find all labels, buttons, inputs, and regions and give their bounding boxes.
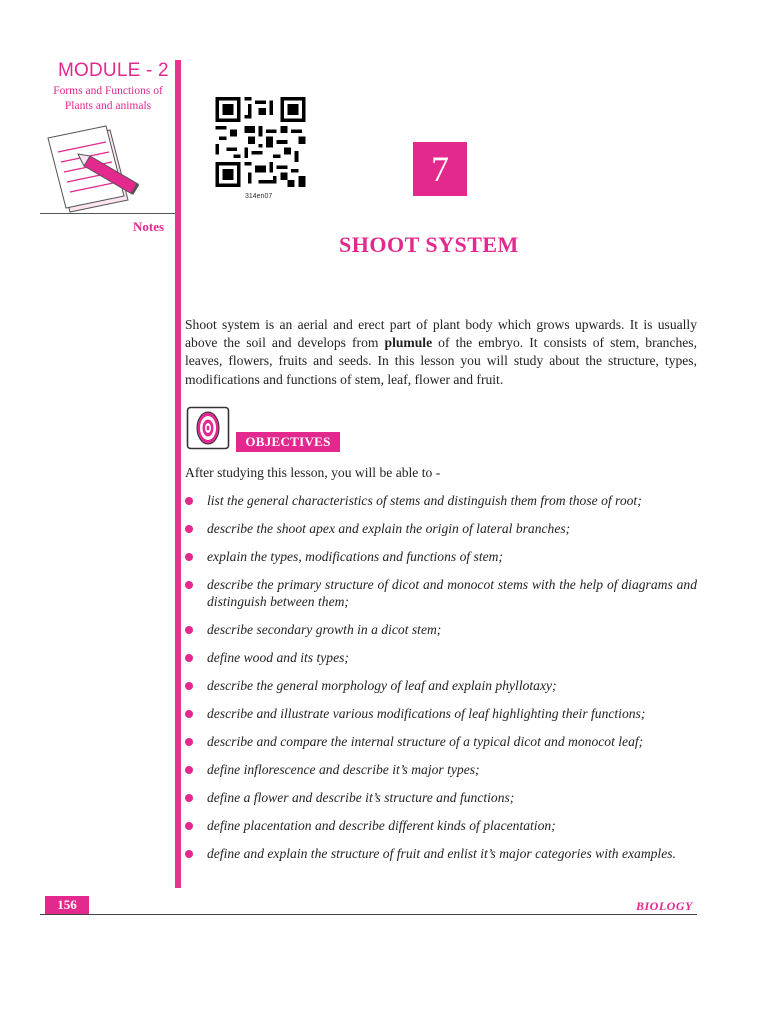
objective-text: define placentation and describe different kinds of placentation; <box>207 818 556 833</box>
footer-subject: BIOLOGY <box>636 899 693 913</box>
bullet-icon <box>185 766 193 774</box>
objective-item <box>185 761 697 778</box>
objective-text: list the general characteristics of stems and distinguish them from those of root; <box>207 493 642 508</box>
objective-text: describe the general morphology of leaf and explain phyllotaxy; <box>207 678 557 693</box>
module-subtitle-line1: Forms and Functions of <box>53 85 163 97</box>
bullet-icon <box>185 738 193 746</box>
objective-text: describe the shoot apex and explain the origin of lateral branches; <box>207 521 571 536</box>
objective-text: define wood and its types; <box>207 650 349 665</box>
bullet-icon <box>185 497 193 505</box>
objectives-list <box>185 492 697 862</box>
objective-item <box>185 789 697 806</box>
objective-item <box>185 492 697 509</box>
objective-item <box>185 817 697 834</box>
objective-text: define a flower and describe it’s structure and functions; <box>207 790 515 805</box>
qr-code-icon <box>212 97 309 187</box>
intro-bold-term: plumule <box>384 335 433 351</box>
objective-text: define and explain the structure of fruit and enlist it’s major categories with examples. <box>207 846 676 861</box>
target-icon <box>186 406 230 450</box>
bullet-icon <box>185 850 193 858</box>
objective-text: explain the types, modifications and functions of stem; <box>207 549 503 564</box>
bullet-icon <box>185 525 193 533</box>
chapter-title: SHOOT SYSTEM <box>339 232 519 257</box>
intro-text-2: of the embryo. It consists of stem, branches, leaves, flowers, fruits and seeds. In this lesson you will study about the structure, types, modifications and functions of stem, leaf, flower and fruit. <box>185 335 697 387</box>
bullet-icon <box>185 682 193 690</box>
bullet-icon <box>185 822 193 830</box>
objective-item <box>185 548 697 565</box>
module-title: MODULE - 2 <box>58 60 169 81</box>
intro-text-1: Shoot system is an aerial and erect part of plant body which grows upwards. It is usually above the soil and develops from <box>185 317 697 351</box>
bullet-icon <box>185 794 193 802</box>
module-subtitle <box>40 84 176 114</box>
bullet-icon <box>185 626 193 634</box>
intro-paragraph <box>185 316 697 389</box>
objective-text: describe and compare the internal structure of a typical dicot and monocot leaf; <box>207 734 644 749</box>
bullet-icon <box>185 710 193 718</box>
notes-label: Notes <box>133 219 165 234</box>
objective-item <box>185 520 697 537</box>
module-subtitle-line2: Plants and animals <box>64 100 152 112</box>
objective-item <box>185 649 697 666</box>
qr-caption: 314en07 <box>245 193 273 200</box>
footer-rule <box>40 914 697 915</box>
objective-item <box>185 576 697 610</box>
objective-text: describe the primary structure of dicot and monocot stems with the help of diagrams and distinguish between them; <box>207 577 697 609</box>
objective-item <box>185 733 697 750</box>
objective-item <box>185 845 697 862</box>
bullet-icon <box>185 553 193 561</box>
bullet-icon <box>185 654 193 662</box>
objective-item <box>185 621 697 638</box>
objective-item <box>185 677 697 694</box>
bullet-icon <box>185 581 193 589</box>
objective-text: define inflorescence and describe it’s major types; <box>207 762 480 777</box>
objective-text: describe secondary growth in a dicot stem; <box>207 622 442 637</box>
notes-divider <box>40 213 175 214</box>
objective-item <box>185 705 697 722</box>
chapter-number: 7 <box>413 142 467 196</box>
margin-rule <box>175 60 181 888</box>
notepad-pencil-icon <box>42 122 150 214</box>
objectives-intro: After studying this lesson, you will be able to - <box>185 465 441 480</box>
objective-text: describe and illustrate various modifications of leaf highlighting their functions; <box>207 706 646 721</box>
page-number: 156 <box>45 896 89 914</box>
objectives-label: OBJECTIVES <box>236 432 340 452</box>
